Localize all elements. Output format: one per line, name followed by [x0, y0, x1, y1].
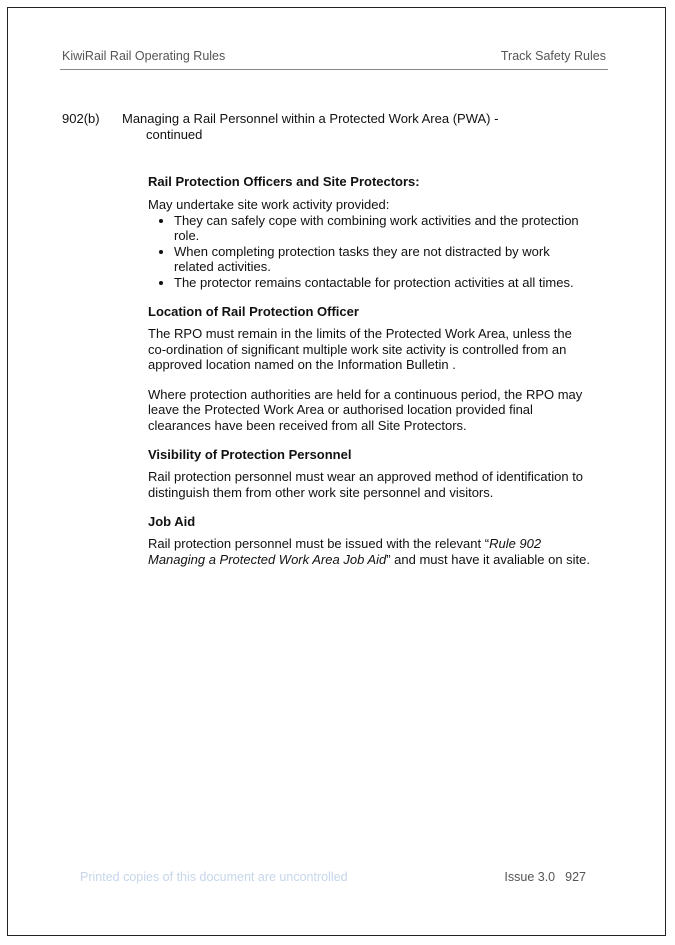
header-section-title: Track Safety Rules — [500, 49, 606, 63]
paragraph: The RPO must remain in the limits of the Protected Work Area, unless the co-ordination of significant multiple work site activity is controlled from an approved location named on the Information Bulletin . — [148, 326, 572, 372]
list-item: • When completing protection tasks they are not distracted by work related activities. — [174, 244, 593, 275]
paragraph: Rail protection personnel must wear an approved method of identification to distinguish them from other work site personnel and visitors. — [148, 469, 584, 500]
section-heading: Rail Protection Officers and Site Protectors: — [148, 174, 420, 189]
rule-number: 902(b) — [62, 111, 100, 126]
conditions-list — [148, 213, 593, 291]
section-protection-officers — [148, 174, 593, 290]
list-item: • They can safely cope with combining work activities and the protection role. — [174, 213, 593, 244]
section-heading: Job Aid — [148, 514, 196, 529]
text-span: Rail protection personnel must be issued with the relevant “ — [148, 536, 490, 551]
page-number: 927 — [565, 870, 586, 884]
footer-issue — [494, 870, 586, 884]
section-location-rpo — [148, 304, 593, 433]
paragraph: Where protection authorities are held for a continuous period, the RPO may leave the Protected Work Area or authorised location provided final clearances have been received from all Site Protectors. — [148, 386, 583, 433]
section-job-aid — [148, 514, 593, 567]
text-span: ” and must have it avaliable on site. — [386, 551, 590, 567]
header-document-title: KiwiRail Rail Operating Rules — [62, 49, 226, 63]
rule-title: Managing a Rail Personnel within a Protected Work Area (PWA) - — [122, 111, 499, 126]
section-visibility — [148, 447, 593, 500]
paragraph — [148, 536, 593, 567]
issue-number: Issue 3.0 — [504, 870, 556, 884]
section-heading: Visibility of Protection Personnel — [148, 447, 352, 462]
list-item: • The protector remains contactable for protection activities at all times. — [174, 275, 593, 291]
rule-content — [148, 174, 593, 581]
page-header — [60, 49, 608, 70]
footer-uncontrolled-note: Printed copies of this document are uncontrolled — [80, 870, 348, 884]
section-heading: Location of Rail Protection Officer — [148, 304, 359, 319]
rule-continued: continued — [146, 127, 203, 142]
job-aid-title: Rule 902 Managing a Protected Work Area Job Aid — [148, 536, 542, 567]
section-intro: May undertake site work activity provided: — [148, 197, 390, 212]
